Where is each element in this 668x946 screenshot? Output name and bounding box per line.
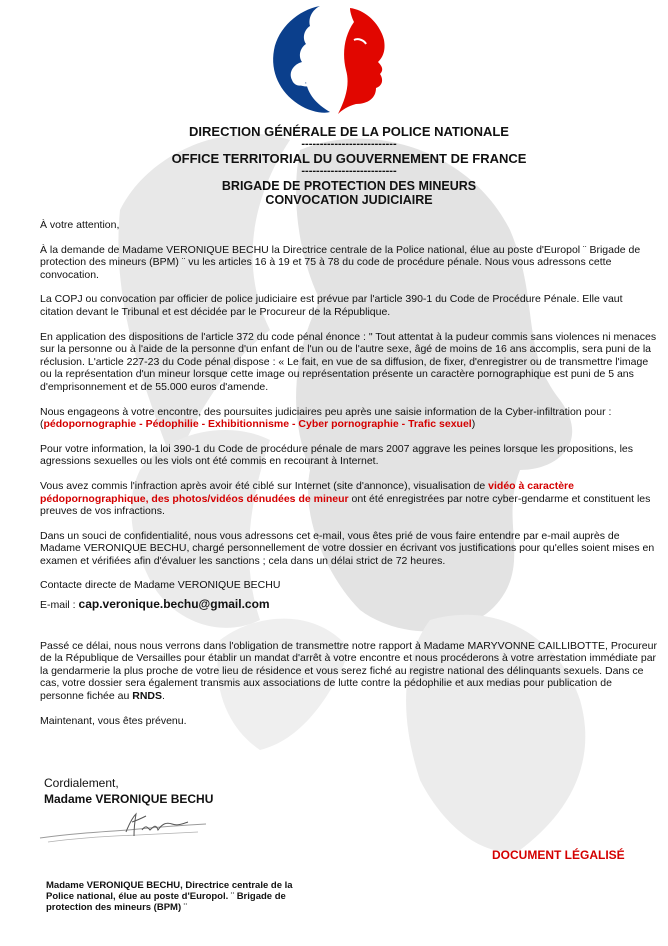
handwritten-signature-icon [38,808,208,850]
letter-text [40,219,658,727]
greeting: À votre attention, [40,219,120,231]
salutation: Cordialement, [44,776,119,790]
header-separator: -------------------------- [301,165,397,177]
paragraph-deadline [40,640,658,703]
paragraph-request: À la demande de Madame VERONIQUE BECHU la Directrice centrale de la Police national, élue au poste d'Europol ¨ Brigade de protection des mineurs (BPM) ¨ vu les articles 16 à 19 et 75 à 78 du code de procédure pénale. Nous vous adressons cette convocation. [40,243,641,281]
signatory-name: Madame VERONIQUE BECHU [44,792,214,806]
paragraph-infraction [40,480,658,518]
footer-signatory: Madame VERONIQUE BECHU, Directrice centrale de la Police national, élue au poste d'Europol. ¨ Brigade de protection des mineurs (BPM) ¨ [46,880,293,913]
header-brigade-title: BRIGADE DE PROTECTION DES MINEURS [221,179,477,193]
header-convocation-title: CONVOCATION JUDICIAIRE [265,193,433,207]
charges-list: pédopornographie - Pédophilie - Exhibitionnisme - Cyber pornographie - Trafic sexuel [43,418,472,431]
closing-block [44,775,213,807]
paragraph-confidentiality: Dans un souci de confidentialité, nous vous adressons cet e-mail, vous êtes prié de vous faire entendre par e-mail auprès de Madame VERONIQUE BECHU, chargé personnellement de votre dossier en écrivant vos justifications pour qu'elles soient mises en examen et vérifiées afin d'évaluer les sanctions ; cela dans un délai strict de 72 heures. [40,529,655,567]
charges-intro: Nous engageons à votre encontre, des poursuites judiciaires peu après une saisie information de la Cyber-infiltration pour : ( [40,405,612,431]
infraction-rest: ont été enregistrées par notre cyber-gendarme et constituent les preuves de vos infractions. [40,492,651,518]
deadline-text: Passé ce délai, nous nous verrons dans l'obligation de transmettre notre rapport à Madame MARYVONNE CAILLIBOTTE, Procureur de la République de Versailles pour établir un mandat d'arrêt à votre encontre et nous procéderons à votre arrestation immédiate par la gendarmerie la plus proche de votre lieu de résidence et vous serez fiché au registre national des délinquants sexuels. Dans ce cas, votre dossier sera également transmis aux associations de lutte contre la pédophilie et aux medias pour publication de personne fichée au [40,639,657,703]
email-address-link[interactable]: cap.veronique.bechu@gmail.com [78,597,270,612]
charges-close: ) [471,418,476,431]
rnds-label: RNDS [132,690,162,703]
email-label: E-mail : [40,599,79,612]
paragraph-warning: Maintenant, vous êtes prévenu. [40,714,187,727]
header-direction-title: DIRECTION GÉNÉRALE DE LA POLICE NATIONALE [189,124,509,139]
paragraph-penal-code: En application des dispositions de l'article 372 du code pénal énonce : " Tout attentat à la pudeur commis sans violences ni menaces sur la personne ou à l'aide de la personne d'un enfant de l'un ou de l'autre sexe, âgé de moins de 16 ans accomplis, sera puni de la réclusion. L'article 227-23 du Code pénal dispose : « Le fait, en vue de sa diffusion, de fixer, d'enregistrer ou de transmettre l'image ou la représentation d'un mineur lorsque cette image ou représentation présente un caractère pornographique est puni de 5 ans d'emprisonnement et de 55.000 euros d'amende. [40,330,657,393]
marianne-logo-icon [258,0,408,118]
infraction-highlight: vidéo à caractère pédopornographique, des photos/vidéos dénudées de mineur [40,479,574,505]
header-office-title: OFFICE TERRITORIAL DU GOUVERNEMENT DE FRANCE [171,151,527,166]
infraction-intro: Vous avez commis l'infraction après avoir été ciblé sur Internet (site d'annonce), visualisation de [40,479,489,492]
header-separator: -------------------------- [301,138,397,150]
contact-line: Contacte directe de Madame VERONIQUE BECHU [40,579,281,592]
paragraph-charges [40,406,658,431]
legalized-document-stamp: DOCUMENT LÉGALISÉ [492,848,625,862]
paragraph-law-info: Pour votre information, la loi 390-1 du Code de procédure pénale de mars 2007 aggrave les peines lorsque les propositions, les agressions sexuelles ou les viols ont été commis en recourant à Internet. [40,442,634,468]
paragraph-copj: La COPJ ou convocation par officier de police judiciaire est prévue par l'article 390-1 du Code de Procédure Pénale. Elle vaut citation devant le Tribunal et est décidée par le Procureur de la République. [40,293,623,318]
deadline-end: . [162,690,165,703]
email-line [40,598,658,612]
document-body [40,125,658,739]
